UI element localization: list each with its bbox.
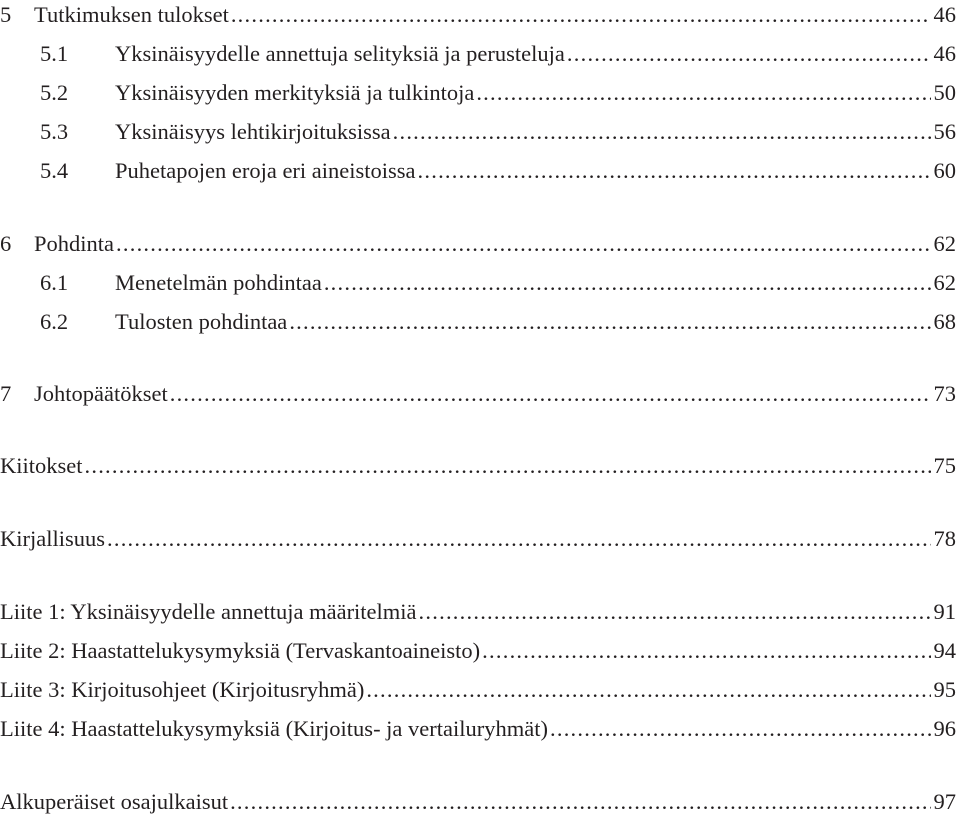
toc-number: 6.2: [40, 309, 69, 334]
toc-entry-section-5-2[interactable]: [0, 78, 956, 108]
toc-title: Menetelmän pohdintaa: [115, 270, 322, 295]
toc-title: Tutkimuksen tulokset: [34, 2, 229, 27]
toc-page-number: 97: [933, 789, 956, 814]
toc-page-number: 94: [933, 638, 956, 663]
toc-entry-liite-4[interactable]: [0, 714, 956, 744]
toc-number: 5.4: [40, 158, 69, 183]
toc-page-number: 68: [933, 309, 956, 334]
toc-page-number: 73: [933, 381, 956, 406]
dot-leader: [231, 0, 931, 30]
toc-entry-kiitokset[interactable]: [0, 451, 956, 481]
toc-page-number: 78: [933, 526, 956, 551]
dot-leader: [567, 39, 931, 69]
dot-leader: [230, 787, 930, 817]
toc-title: Kirjallisuus: [0, 526, 105, 551]
toc-page-number: 46: [933, 2, 956, 27]
toc-number: 5: [0, 2, 12, 27]
dot-leader: [289, 307, 930, 337]
toc-title: Yksinäisyyden merkityksiä ja tulkintoja: [115, 80, 475, 105]
toc-entry-section-5-1[interactable]: [0, 39, 956, 69]
dot-leader: [418, 156, 931, 186]
toc-page-number: 46: [933, 41, 956, 66]
toc-title: Johtopäätökset: [34, 381, 168, 406]
toc-number: 5.1: [40, 41, 69, 66]
toc-title: Yksinäisyydelle annettuja selityksiä ja perusteluja: [115, 41, 565, 66]
toc-entry-liite-3[interactable]: [0, 675, 956, 705]
dot-leader: [366, 675, 930, 705]
toc-entry-alkuperaiset-osajulkaisut[interactable]: [0, 787, 956, 817]
dot-leader: [116, 229, 930, 259]
toc-entry-chapter-6[interactable]: [0, 229, 956, 259]
toc-page-number: 91: [933, 599, 956, 624]
dot-leader: [419, 597, 931, 627]
dot-leader: [476, 78, 930, 108]
toc-number: 5.3: [40, 119, 69, 144]
toc-page-number: 56: [933, 119, 956, 144]
toc-title: Liite 2: Haastattelukysymyksiä (Tervaskantoaineisto): [0, 638, 481, 663]
dot-leader: [393, 117, 931, 147]
toc-page-number: 62: [933, 231, 956, 256]
toc-title: Liite 4: Haastattelukysymyksiä (Kirjoitus- ja vertailuryhmät): [0, 716, 548, 741]
toc-entry-chapter-5[interactable]: [0, 0, 956, 30]
toc-entry-liite-2[interactable]: [0, 636, 956, 666]
toc-title: Liite 3: Kirjoitusohjeet (Kirjoitusryhmä): [0, 677, 365, 702]
toc-entry-section-5-3[interactable]: [0, 117, 956, 147]
dot-leader: [482, 636, 930, 666]
dot-leader: [85, 451, 931, 481]
toc-entry-kirjallisuus[interactable]: [0, 524, 956, 554]
toc-page-number: 95: [933, 677, 956, 702]
toc-page-number: 62: [933, 270, 956, 295]
toc-title: Puhetapojen eroja eri aineistoissa: [115, 158, 416, 183]
toc-number: 5.2: [40, 80, 69, 105]
toc-title: Tulosten pohdintaa: [115, 309, 288, 334]
toc-entry-liite-1[interactable]: [0, 597, 956, 627]
toc-entry-section-6-1[interactable]: [0, 268, 956, 298]
toc-title: Pohdinta: [34, 231, 115, 256]
toc-entry-section-6-2[interactable]: [0, 307, 956, 337]
toc-number: 7: [0, 381, 12, 406]
toc-page-number: 50: [933, 80, 956, 105]
toc-title: Yksinäisyys lehtikirjoituksissa: [115, 119, 391, 144]
dot-leader: [107, 524, 931, 554]
toc-title: Liite 1: Yksinäisyydelle annettuja määritelmiä: [0, 599, 417, 624]
toc-title: Alkuperäiset osajulkaisut: [0, 789, 229, 814]
toc-page-number: 60: [933, 158, 956, 183]
toc-number: 6: [0, 231, 12, 256]
toc-page-number: 75: [933, 453, 956, 478]
dot-leader: [170, 379, 931, 409]
toc-entry-chapter-7[interactable]: [0, 379, 956, 409]
toc-title: Kiitokset: [0, 453, 83, 478]
dot-leader: [550, 714, 931, 744]
toc-entry-section-5-4[interactable]: [0, 156, 956, 186]
dot-leader: [324, 268, 931, 298]
toc-page-number: 96: [933, 716, 956, 741]
toc-number: 6.1: [40, 270, 69, 295]
